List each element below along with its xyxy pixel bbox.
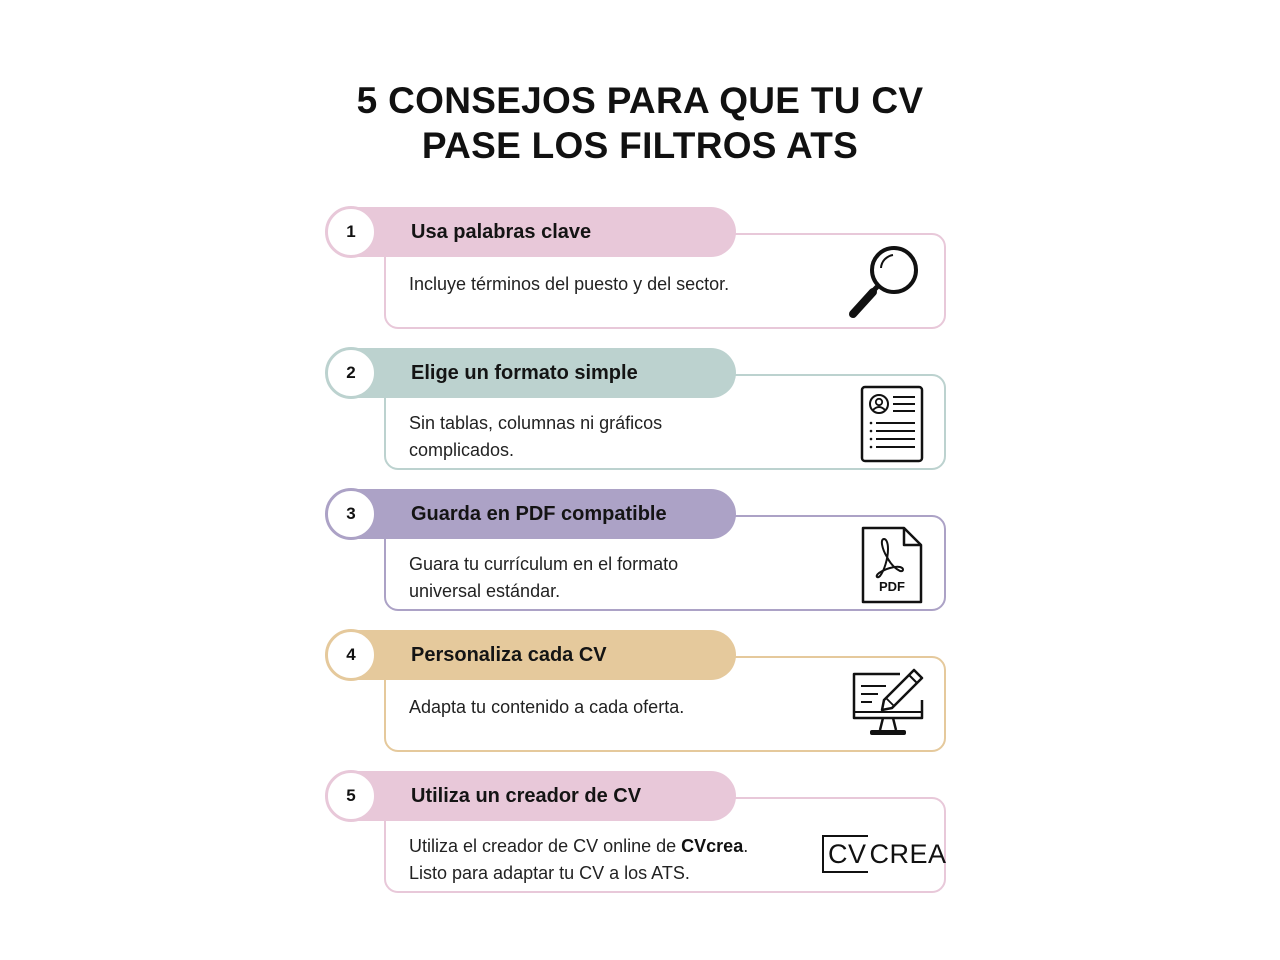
tip-4 (325, 630, 955, 760)
tip-number: 1 (325, 206, 377, 258)
tip-number: 3 (325, 488, 377, 540)
page-title (0, 78, 1280, 168)
tip-5 (325, 771, 955, 901)
tip-2 (325, 348, 955, 478)
title-line-2: PASE LOS FILTROS ATS (421, 125, 859, 166)
tip-1 (325, 207, 955, 337)
tip-title: Guarda en PDF compatible (411, 503, 667, 525)
cvcrea-logo-crea: CREA (869, 839, 947, 869)
tip-3 (325, 489, 955, 619)
tip-description: Sin tablas, columnas ni gráficos complicados. (409, 413, 663, 460)
cvcrea-brand-name: CVcrea (681, 836, 744, 856)
resume-document-icon (860, 385, 924, 463)
magnifier-icon (845, 243, 927, 323)
title-line-1: 5 CONSEJOS PARA QUE TU CV (356, 80, 924, 121)
tip-number: 2 (325, 347, 377, 399)
tip-number: 4 (325, 629, 377, 681)
tip-title: Usa palabras clave (411, 221, 592, 243)
monitor-pencil-icon (850, 666, 930, 740)
pdf-file-icon-label: PDF (879, 579, 905, 594)
tip-description: Guara tu currículum en el formato universal estándar. (409, 554, 679, 601)
tip-title: Personaliza cada CV (411, 644, 607, 666)
tip-title: Elige un formato simple (411, 362, 638, 384)
tip-title: Utiliza un creador de CV (411, 785, 642, 807)
tip-description: Utiliza el creador de CV online de CVcrea. Listo para adaptar tu CV a los ATS. (409, 836, 749, 883)
tip-description: Incluye términos del puesto y del sector. (409, 274, 730, 294)
tip-number: 5 (325, 770, 377, 822)
tip-description: Adapta tu contenido a cada oferta. (409, 697, 685, 717)
cvcrea-logo-cv: CV (822, 835, 868, 873)
cvcrea-logo (822, 834, 947, 874)
